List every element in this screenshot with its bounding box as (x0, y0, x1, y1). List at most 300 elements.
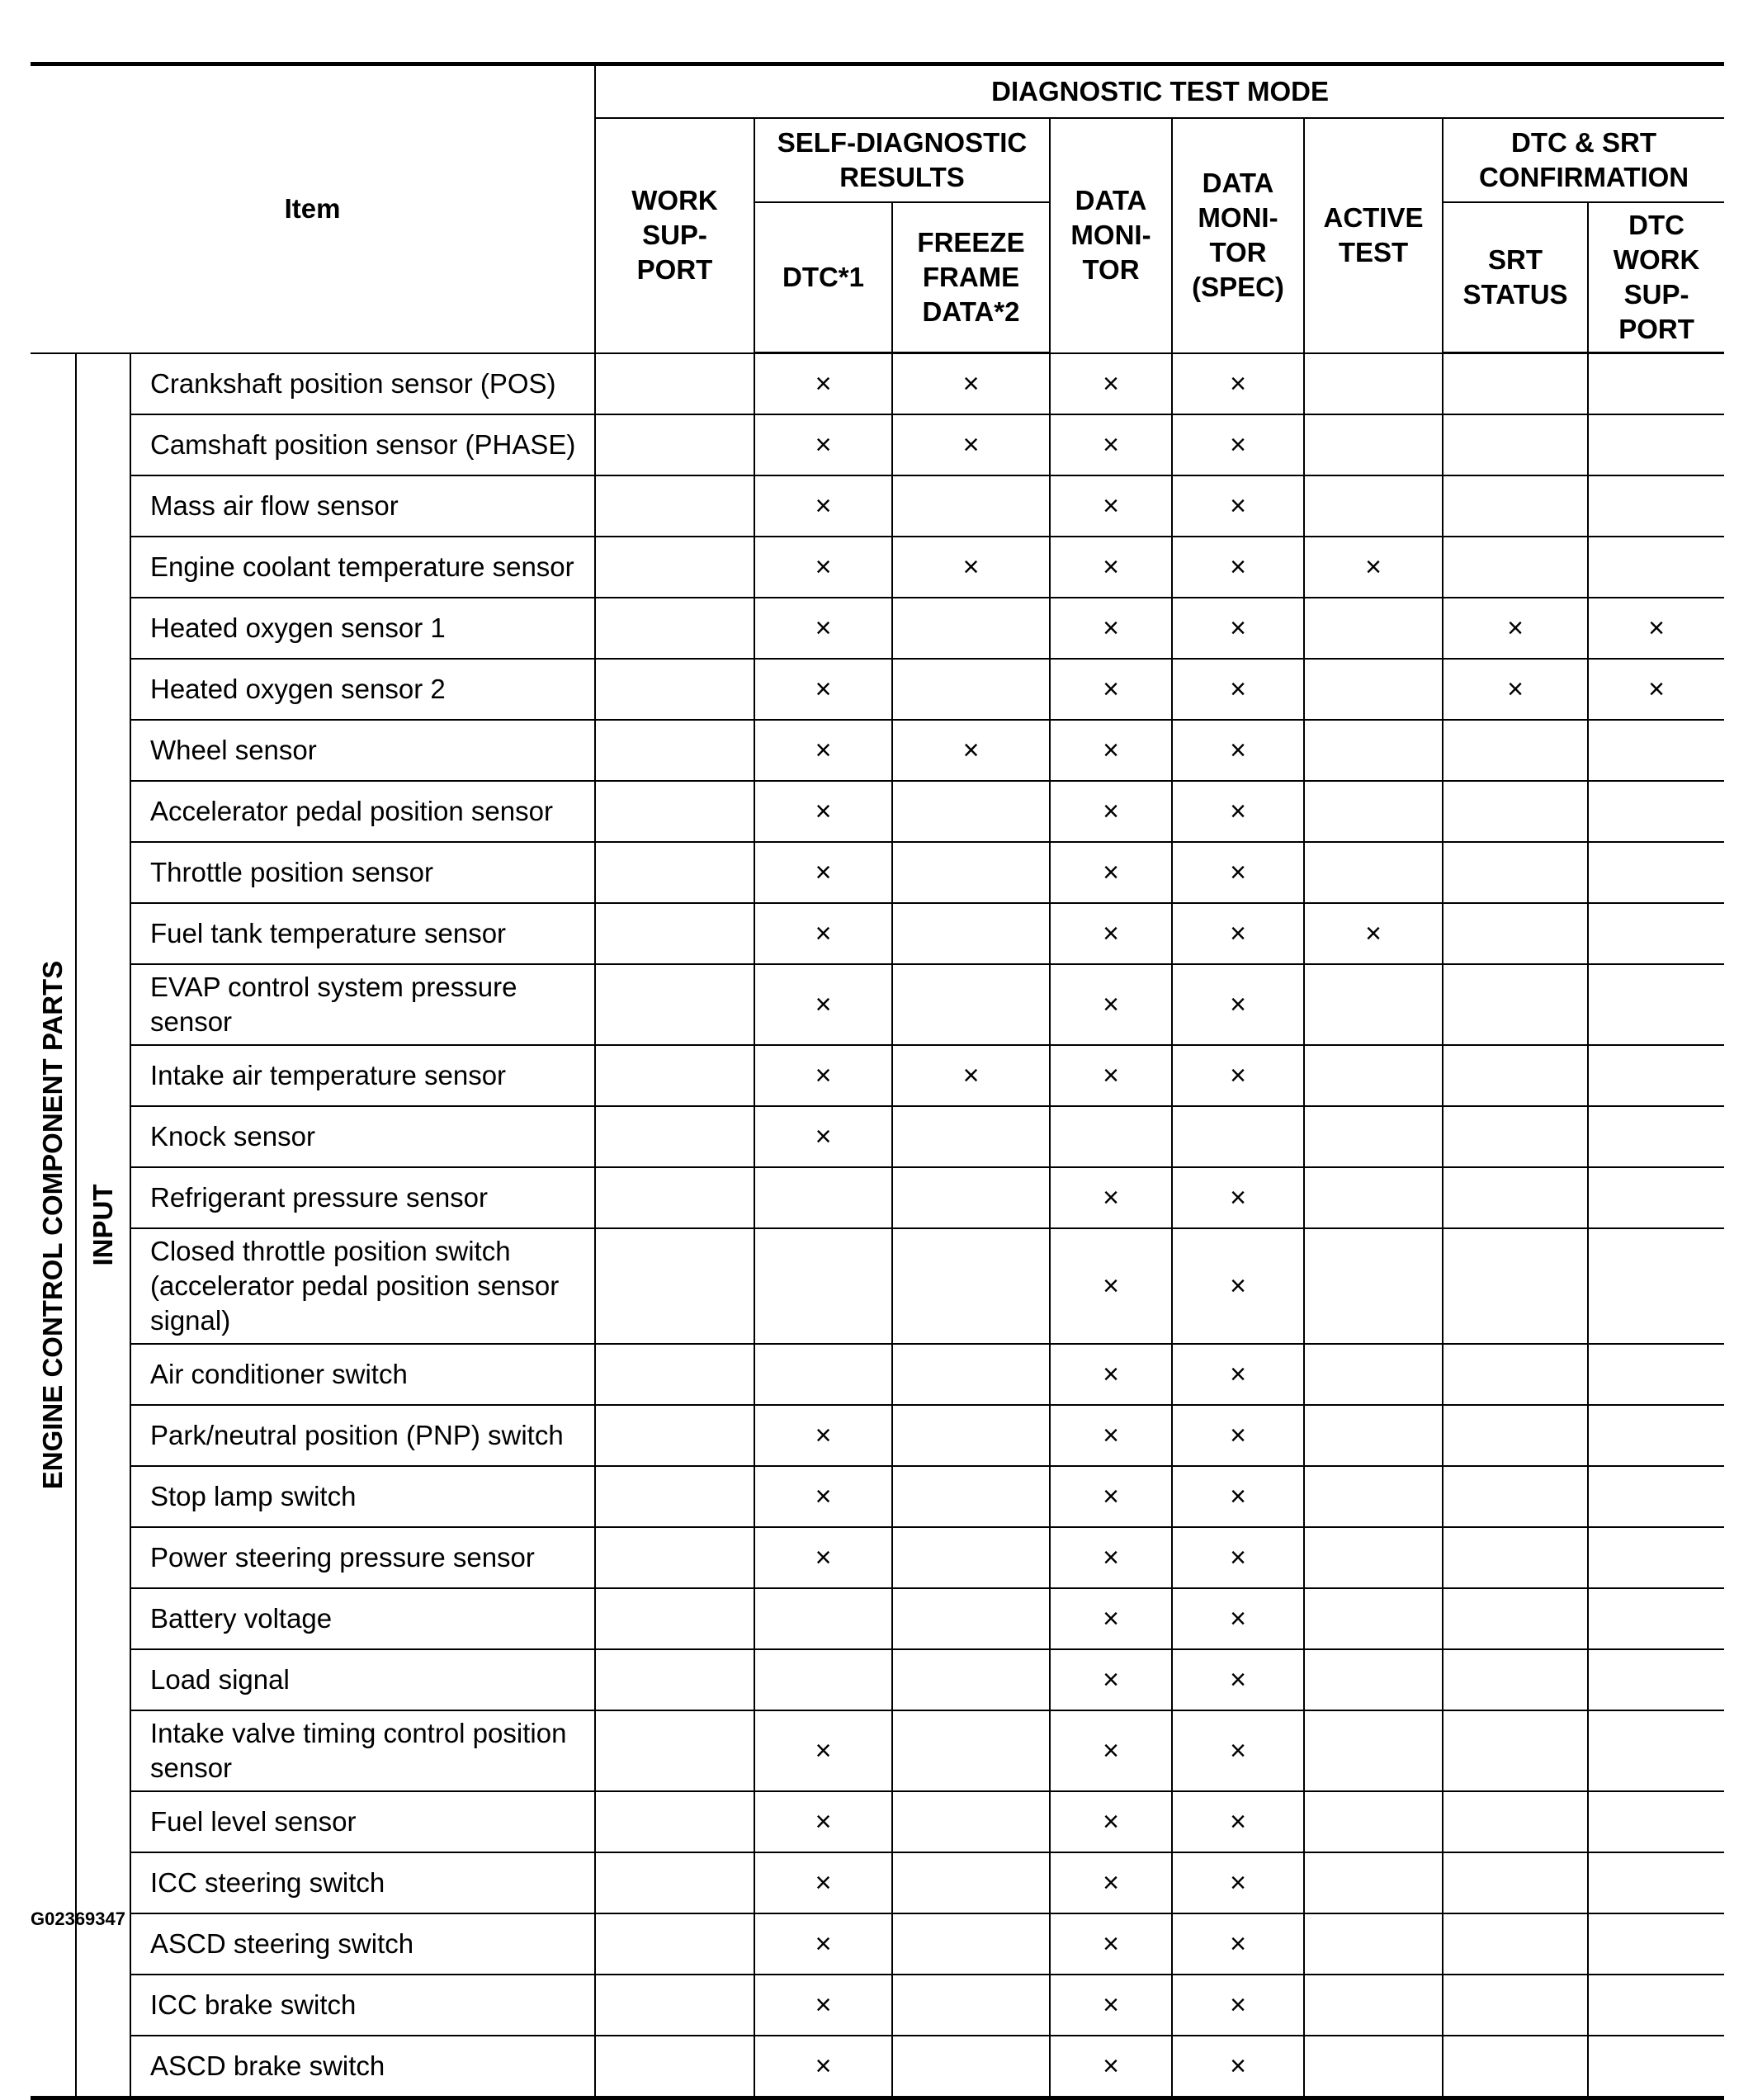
srt-status-cell (1443, 1167, 1588, 1228)
dtc-work-support-cell (1588, 781, 1724, 842)
srt-status-cell (1443, 964, 1588, 1045)
work-support-header: WORK SUP- PORT (595, 118, 754, 353)
cross-mark-icon: × (815, 734, 832, 766)
cross-mark-icon: × (1230, 1602, 1246, 1634)
dtc1-cell (754, 781, 892, 842)
work-support-cell (595, 1466, 754, 1527)
cross-mark-icon: × (815, 490, 832, 522)
data-monitor-cell (1050, 1045, 1172, 1106)
group-label: ENGINE CONTROL COMPONENT PARTS (37, 960, 68, 1489)
cross-mark-icon: × (1103, 734, 1119, 766)
item-name-cell: Battery voltage (130, 1588, 595, 1649)
table-row (31, 598, 1724, 659)
dtc1-cell (754, 842, 892, 903)
cross-mark-icon: × (1648, 612, 1665, 644)
work-support-cell (595, 2036, 754, 2098)
table-row (31, 1852, 1724, 1913)
item-name-cell: Intake air temperature sensor (130, 1045, 595, 1106)
cross-mark-icon: × (1103, 1663, 1119, 1696)
cross-mark-icon: × (1230, 734, 1246, 766)
freeze-frame-data-cell (892, 1466, 1050, 1527)
item-name-cell: Closed throttle position switch (accelerator pedal position sensor signal) (130, 1228, 595, 1344)
table-row (31, 475, 1724, 537)
active-test-cell (1304, 964, 1443, 1045)
dtc1-cell (754, 414, 892, 475)
work-support-cell (595, 1405, 754, 1466)
cross-mark-icon: × (1507, 673, 1524, 705)
table-row (31, 353, 1724, 414)
srt-status-cell (1443, 781, 1588, 842)
dtc-work-support-cell (1588, 1852, 1724, 1913)
cross-mark-icon: × (1230, 2050, 1246, 2082)
table-row (31, 1913, 1724, 1975)
data-monitor-spec-cell (1172, 1405, 1304, 1466)
table-row (31, 964, 1724, 1045)
table-row (31, 781, 1724, 842)
cross-mark-icon: × (1103, 1734, 1119, 1767)
data-monitor-spec-cell (1172, 537, 1304, 598)
dtc-work-support-cell (1588, 1045, 1724, 1106)
cross-mark-icon: × (1230, 795, 1246, 827)
data-monitor-cell (1050, 1167, 1172, 1228)
active-test-cell (1304, 1649, 1443, 1710)
table-row (31, 1466, 1724, 1527)
freeze-frame-data-cell (892, 1852, 1050, 1913)
work-support-cell (595, 1228, 754, 1344)
dtc1-cell (754, 1791, 892, 1852)
dtc-work-support-cell (1588, 1710, 1724, 1791)
cross-mark-icon: × (815, 1059, 832, 1091)
freeze-frame-data-cell (892, 2036, 1050, 2098)
srt-status-cell (1443, 537, 1588, 598)
srt-status-cell (1443, 1344, 1588, 1405)
table-row (31, 659, 1724, 720)
dtc1-cell (754, 1710, 892, 1791)
table-header-row (31, 64, 1724, 119)
dtc-work-support-cell (1588, 1344, 1724, 1405)
data-monitor-cell (1050, 1405, 1172, 1466)
data-monitor-spec-cell (1172, 1228, 1304, 1344)
cross-mark-icon: × (1230, 917, 1246, 949)
active-test-cell (1304, 781, 1443, 842)
data-monitor-spec-cell (1172, 353, 1304, 414)
work-support-cell (595, 353, 754, 414)
data-monitor-cell (1050, 781, 1172, 842)
cross-mark-icon: × (1230, 1927, 1246, 1960)
dtc-work-support-cell (1588, 1791, 1724, 1852)
dtc1-cell (754, 1106, 892, 1167)
cross-mark-icon: × (1230, 490, 1246, 522)
data-monitor-spec-cell (1172, 842, 1304, 903)
freeze-frame-data-cell (892, 537, 1050, 598)
table-row (31, 842, 1724, 903)
srt-status-cell (1443, 598, 1588, 659)
work-support-cell (595, 842, 754, 903)
active-test-cell (1304, 1588, 1443, 1649)
data-monitor-spec-cell (1172, 781, 1304, 842)
item-name-cell: Wheel sensor (130, 720, 595, 781)
figure-code: G02369347 (31, 1908, 125, 1929)
cross-mark-icon: × (1103, 1419, 1119, 1451)
cross-mark-icon: × (1103, 428, 1119, 461)
work-support-cell (595, 1588, 754, 1649)
srt-status-cell (1443, 1791, 1588, 1852)
cross-mark-icon: × (962, 734, 980, 766)
item-name-cell: Refrigerant pressure sensor (130, 1167, 595, 1228)
item-name-cell: Heated oxygen sensor 2 (130, 659, 595, 720)
dtc-work-support-cell (1588, 1649, 1724, 1710)
data-monitor-cell (1050, 353, 1172, 414)
item-name-cell: Load signal (130, 1649, 595, 1710)
work-support-cell (595, 1913, 754, 1975)
dtc1-cell (754, 903, 892, 964)
data-monitor-cell (1050, 1791, 1172, 1852)
work-support-cell (595, 414, 754, 475)
srt-status-cell (1443, 659, 1588, 720)
dtc-work-support-cell (1588, 1228, 1724, 1344)
self-diagnostic-results-header: SELF-DIAGNOSTIC RESULTS (754, 118, 1050, 202)
active-test-cell (1304, 353, 1443, 414)
data-monitor-spec-cell (1172, 1045, 1304, 1106)
data-monitor-spec-cell (1172, 1913, 1304, 1975)
freeze-frame-data-cell (892, 1975, 1050, 2036)
dtc-work-support-cell (1588, 1527, 1724, 1588)
cross-mark-icon: × (1103, 1866, 1119, 1899)
data-monitor-cell (1050, 414, 1172, 475)
cross-mark-icon: × (1507, 612, 1524, 644)
item-name-cell: Mass air flow sensor (130, 475, 595, 537)
srt-status-cell (1443, 1405, 1588, 1466)
table-row (31, 2036, 1724, 2098)
data-monitor-cell (1050, 1975, 1172, 2036)
group-label-cell (31, 353, 76, 2098)
cross-mark-icon: × (1230, 1059, 1246, 1091)
srt-status-cell (1443, 1106, 1588, 1167)
data-monitor-spec-cell (1172, 1975, 1304, 2036)
srt-status-cell (1443, 414, 1588, 475)
dtc1-cell (754, 1167, 892, 1228)
freeze-frame-data-cell (892, 720, 1050, 781)
dtc-srt-confirmation-header: DTC & SRT CONFIRMATION (1443, 118, 1724, 202)
cross-mark-icon: × (1230, 428, 1246, 461)
freeze-frame-data-cell (892, 1791, 1050, 1852)
dtc1-cell (754, 598, 892, 659)
cross-mark-icon: × (1230, 1663, 1246, 1696)
table-row (31, 1228, 1724, 1344)
dtc1-cell (754, 2036, 892, 2098)
dtc-work-support-cell (1588, 598, 1724, 659)
srt-status-cell (1443, 720, 1588, 781)
data-monitor-spec-cell (1172, 1588, 1304, 1649)
data-monitor-cell (1050, 1710, 1172, 1791)
subgroup-label: INPUT (87, 1184, 118, 1265)
cross-mark-icon: × (815, 917, 832, 949)
item-name-cell: ICC steering switch (130, 1852, 595, 1913)
item-name-cell: Accelerator pedal position sensor (130, 781, 595, 842)
data-monitor-spec-header: DATA MONI- TOR (SPEC) (1172, 118, 1304, 353)
data-monitor-header: DATA MONI- TOR (1050, 118, 1172, 353)
item-name-cell: Stop lamp switch (130, 1466, 595, 1527)
freeze-frame-data-cell (892, 1167, 1050, 1228)
active-test-cell (1304, 659, 1443, 720)
diagnostic-mode-table (31, 62, 1724, 2100)
cross-mark-icon: × (815, 1541, 832, 1573)
cross-mark-icon: × (815, 1120, 832, 1152)
active-test-cell (1304, 414, 1443, 475)
data-monitor-spec-cell (1172, 1710, 1304, 1791)
cross-mark-icon: × (815, 1480, 832, 1512)
item-name-cell: Camshaft position sensor (PHASE) (130, 414, 595, 475)
freeze-frame-data-cell (892, 1527, 1050, 1588)
freeze-frame-data-cell (892, 964, 1050, 1045)
item-name-cell: ICC brake switch (130, 1975, 595, 2036)
active-test-cell (1304, 720, 1443, 781)
active-test-cell (1304, 842, 1443, 903)
cross-mark-icon: × (1230, 1805, 1246, 1838)
table-row (31, 414, 1724, 475)
cross-mark-icon: × (1230, 551, 1246, 583)
dtc-work-support-cell (1588, 1975, 1724, 2036)
table-row (31, 1975, 1724, 2036)
cross-mark-icon: × (815, 673, 832, 705)
work-support-cell (595, 475, 754, 537)
srt-status-cell (1443, 1852, 1588, 1913)
data-monitor-spec-cell (1172, 964, 1304, 1045)
data-monitor-cell (1050, 1913, 1172, 1975)
srt-status-cell (1443, 1710, 1588, 1791)
cross-mark-icon: × (1103, 1181, 1119, 1213)
freeze-frame-data-cell (892, 1710, 1050, 1791)
cross-mark-icon: × (1230, 1270, 1246, 1302)
dtc-work-support-cell (1588, 414, 1724, 475)
active-test-cell (1304, 1710, 1443, 1791)
table-row (31, 1167, 1724, 1228)
srt-status-cell (1443, 842, 1588, 903)
data-monitor-spec-cell (1172, 1852, 1304, 1913)
cross-mark-icon: × (1103, 490, 1119, 522)
dtc-work-support-cell (1588, 1588, 1724, 1649)
data-monitor-spec-cell (1172, 1106, 1304, 1167)
cross-mark-icon: × (1230, 856, 1246, 888)
diagnostic-test-mode-header: DIAGNOSTIC TEST MODE (595, 64, 1724, 119)
cross-mark-icon: × (962, 428, 980, 461)
active-test-cell (1304, 1975, 1443, 2036)
active-test-cell (1304, 1527, 1443, 1588)
cross-mark-icon: × (1365, 551, 1382, 583)
data-monitor-cell (1050, 842, 1172, 903)
cross-mark-icon: × (815, 1419, 832, 1451)
cross-mark-icon: × (815, 1866, 832, 1899)
table-row (31, 1405, 1724, 1466)
cross-mark-icon: × (815, 1989, 832, 2021)
item-name-cell: Throttle position sensor (130, 842, 595, 903)
cross-mark-icon: × (815, 367, 832, 400)
cross-mark-icon: × (1103, 1480, 1119, 1512)
data-monitor-cell (1050, 2036, 1172, 2098)
freeze-frame-data-cell (892, 659, 1050, 720)
data-monitor-cell (1050, 659, 1172, 720)
data-monitor-spec-cell (1172, 1527, 1304, 1588)
dtc1-cell (754, 1344, 892, 1405)
cross-mark-icon: × (1230, 612, 1246, 644)
table-body (31, 353, 1724, 2098)
data-monitor-spec-cell (1172, 1466, 1304, 1527)
active-test-cell (1304, 1344, 1443, 1405)
table-row (31, 903, 1724, 964)
dtc-work-support-cell (1588, 1167, 1724, 1228)
cross-mark-icon: × (1103, 673, 1119, 705)
srt-status-cell (1443, 353, 1588, 414)
table-row (31, 720, 1724, 781)
dtc1-cell (754, 1527, 892, 1588)
item-name-cell: EVAP control system pressure sensor (130, 964, 595, 1045)
cross-mark-icon: × (1230, 1989, 1246, 2021)
freeze-frame-data-cell (892, 1228, 1050, 1344)
work-support-cell (595, 964, 754, 1045)
diagnostic-mode-table-container (31, 62, 1724, 2100)
cross-mark-icon: × (1103, 1927, 1119, 1960)
cross-mark-icon: × (1103, 1059, 1119, 1091)
dtc-work-support-header: DTC WORK SUP- PORT (1588, 202, 1724, 353)
data-monitor-cell (1050, 1527, 1172, 1588)
data-monitor-cell (1050, 720, 1172, 781)
subgroup-label-cell (76, 353, 130, 2098)
cross-mark-icon: × (815, 795, 832, 827)
cross-mark-icon: × (1230, 1181, 1246, 1213)
freeze-frame-data-cell (892, 1106, 1050, 1167)
data-monitor-spec-cell (1172, 659, 1304, 720)
dtc1-cell (754, 1975, 892, 2036)
active-test-cell (1304, 598, 1443, 659)
item-name-cell: Fuel level sensor (130, 1791, 595, 1852)
dtc1-cell (754, 353, 892, 414)
cross-mark-icon: × (815, 988, 832, 1020)
cross-mark-icon: × (1648, 673, 1665, 705)
data-monitor-spec-cell (1172, 903, 1304, 964)
cross-mark-icon: × (1103, 1270, 1119, 1302)
cross-mark-icon: × (1103, 551, 1119, 583)
dtc-work-support-cell (1588, 537, 1724, 598)
cross-mark-icon: × (815, 2050, 832, 2082)
cross-mark-icon: × (1103, 988, 1119, 1020)
work-support-cell (595, 903, 754, 964)
dtc-work-support-cell (1588, 720, 1724, 781)
freeze-frame-data-cell (892, 781, 1050, 842)
cross-mark-icon: × (815, 856, 832, 888)
item-name-cell: Engine coolant temperature sensor (130, 537, 595, 598)
dtc-work-support-cell (1588, 353, 1724, 414)
item-name-cell: Crankshaft position sensor (POS) (130, 353, 595, 414)
item-column-header: Item (31, 64, 595, 353)
srt-status-cell (1443, 1913, 1588, 1975)
work-support-cell (595, 1649, 754, 1710)
table-row (31, 1791, 1724, 1852)
cross-mark-icon: × (1103, 1989, 1119, 2021)
dtc1-cell (754, 1588, 892, 1649)
cross-mark-icon: × (1103, 367, 1119, 400)
freeze-frame-data-cell (892, 1405, 1050, 1466)
srt-status-cell (1443, 2036, 1588, 2098)
cross-mark-icon: × (1230, 1480, 1246, 1512)
freeze-frame-data-cell (892, 475, 1050, 537)
cross-mark-icon: × (1230, 1541, 1246, 1573)
active-test-cell (1304, 537, 1443, 598)
data-monitor-cell (1050, 1344, 1172, 1405)
freeze-frame-data-cell (892, 1913, 1050, 1975)
freeze-frame-data-cell (892, 1649, 1050, 1710)
freeze-frame-data-cell (892, 1588, 1050, 1649)
item-name-cell: ASCD brake switch (130, 2036, 595, 2098)
srt-status-cell (1443, 1649, 1588, 1710)
data-monitor-cell (1050, 1852, 1172, 1913)
cross-mark-icon: × (1230, 988, 1246, 1020)
active-test-cell (1304, 1228, 1443, 1344)
cross-mark-icon: × (1103, 1358, 1119, 1390)
cross-mark-icon: × (815, 1805, 832, 1838)
dtc1-cell (754, 964, 892, 1045)
work-support-cell (595, 1106, 754, 1167)
work-support-cell (595, 1527, 754, 1588)
data-monitor-spec-cell (1172, 1167, 1304, 1228)
dtc-work-support-cell (1588, 842, 1724, 903)
dtc1-cell (754, 1466, 892, 1527)
active-test-header: ACTIVE TEST (1304, 118, 1443, 353)
dtc1-cell (754, 1913, 892, 1975)
table-row (31, 1045, 1724, 1106)
work-support-cell (595, 1852, 754, 1913)
cross-mark-icon: × (1103, 1541, 1119, 1573)
srt-status-header: SRT STATUS (1443, 202, 1588, 353)
data-monitor-spec-cell (1172, 720, 1304, 781)
item-name-cell: Intake valve timing control position sensor (130, 1710, 595, 1791)
table-row (31, 1710, 1724, 1791)
table-row (31, 1106, 1724, 1167)
data-monitor-cell (1050, 903, 1172, 964)
work-support-cell (595, 1791, 754, 1852)
cross-mark-icon: × (1230, 367, 1246, 400)
dtc1-cell (754, 720, 892, 781)
work-support-cell (595, 598, 754, 659)
data-monitor-cell (1050, 537, 1172, 598)
cross-mark-icon: × (1103, 917, 1119, 949)
table-row (31, 1649, 1724, 1710)
srt-status-cell (1443, 1975, 1588, 2036)
active-test-cell (1304, 1913, 1443, 1975)
active-test-cell (1304, 1106, 1443, 1167)
data-monitor-spec-cell (1172, 1791, 1304, 1852)
data-monitor-spec-cell (1172, 598, 1304, 659)
item-name-cell: Knock sensor (130, 1106, 595, 1167)
dtc-work-support-cell (1588, 2036, 1724, 2098)
dtc-work-support-cell (1588, 903, 1724, 964)
dtc-work-support-cell (1588, 475, 1724, 537)
active-test-cell (1304, 1852, 1443, 1913)
cross-mark-icon: × (815, 1734, 832, 1767)
srt-status-cell (1443, 1527, 1588, 1588)
dtc1-cell (754, 1852, 892, 1913)
cross-mark-icon: × (1103, 795, 1119, 827)
data-monitor-cell (1050, 1466, 1172, 1527)
cross-mark-icon: × (1103, 856, 1119, 888)
item-name-cell: Air conditioner switch (130, 1344, 595, 1405)
freeze-frame-data-cell (892, 414, 1050, 475)
dtc1-cell (754, 1649, 892, 1710)
data-monitor-spec-cell (1172, 2036, 1304, 2098)
active-test-cell (1304, 1167, 1443, 1228)
table-row (31, 1527, 1724, 1588)
work-support-cell (595, 781, 754, 842)
data-monitor-spec-cell (1172, 475, 1304, 537)
